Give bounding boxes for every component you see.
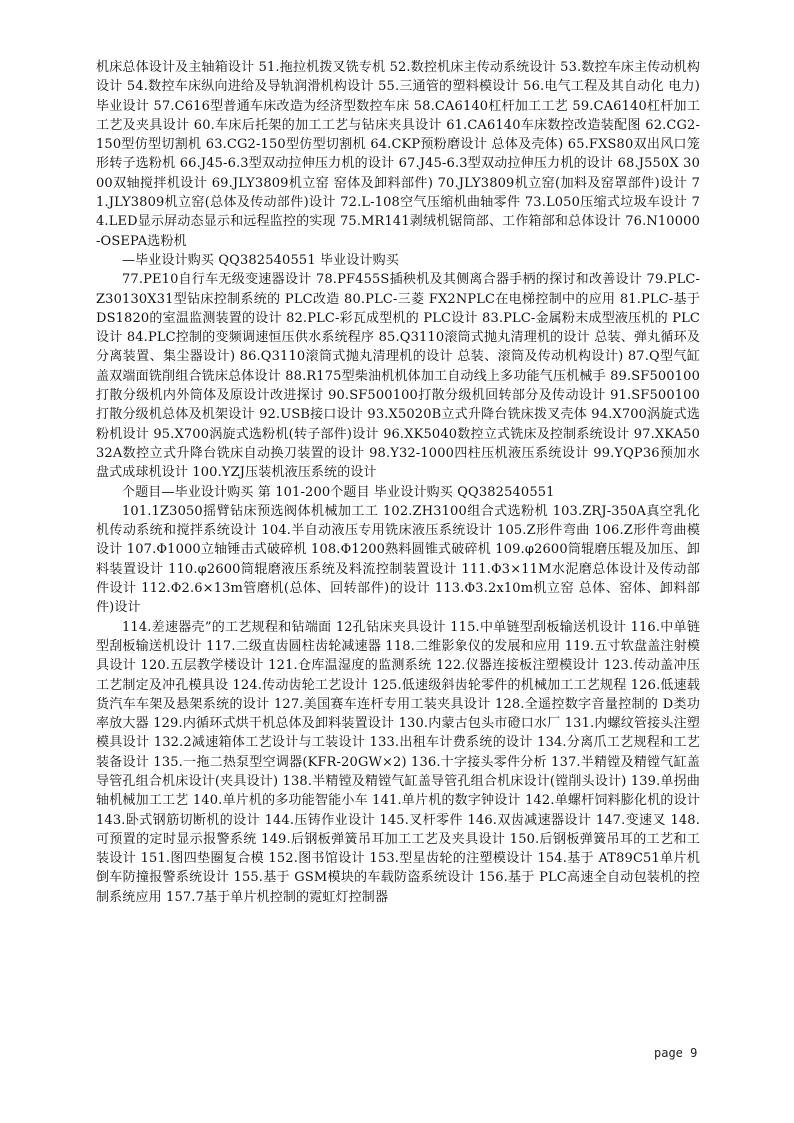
paragraph-purchase-note-1: —毕业设计购买 QQ382540551 毕业设计购买 <box>122 252 399 268</box>
paragraph-purchase-note-2: 个题目—毕业设计购买 第 101-200个题目 毕业设计购买 QQ382540551 <box>122 484 555 500</box>
page-number: page 9 <box>654 1046 698 1060</box>
paragraph-topic-list-114-157: 114.差速器壳”的工艺规程和钻端面 12孔钻床夹具设计 115.中单链型刮板输送机设计 116.中单链型刮板输送机设计 117.二级直齿圆柱齿轮减速器 118.二维影象仪的发展和应用 119.五寸软盘盖注射模具设计 120.五层教学楼设计 121.仓库温湿度的监测系统 122.仪器连接板注塑模设计 123.传动盖冲压工艺制定及冲孔模具设 124.传动齿轮工艺设计 125.低速级斜齿轮零件的机械加工工艺规程 126.低速载货汽车车架及悬架系统的设计 127.美国赛车连杆专用工装夹具设计 128.全遥控数字音量控制的 D类功率放大器 129.内循环式烘干机总体及卸料装置设计 130.内蒙古包头市磴口水厂 131.内螺纹管接头注塑模具设计 132.2减速箱体工艺设计与工装设计 133.出租车计费系统的设计 134.分离爪工艺规程和工艺装备设计 135.一拖二热泵型空调器(KFR-20GW×2) 136.十字接头零件分析 137.半精镗及精镗气缸盖导管孔组合机床设计(夹具设计) 138.半精镗及精镗气缸盖导管孔组合机床设计(镗削头设计) 139.单拐曲轴机械加工工艺 140.单片机的多功能智能小车 141.单片机的数字钟设计 142.单螺杆饲料膨化机的设计 143.卧式钢筋切断机的设计 144.压铸作业设计 145.叉杆零件 146.双齿减速器设计 147.变速叉 148.可预置的定时显示报警系统 149.后钢板弹簧吊耳加工工艺及夹具设计 150.后钢板弹簧吊耳的工艺和工装设计 151.图四垫圈复合模 152.图书馆设计 153.型星齿轮的注塑模设计 154.基于 AT89C51单片机倒车防撞报警系统设计 155.基于 GSM模块的车载防盗系统设计 156.基于 PLC高速全自动包装机的控制系统应用 157.7基于单片机控制的霓虹灯控制器 <box>96 619 700 905</box>
paragraph-topic-list-101-113: 101.1Z3050摇臂钻床预选阀体机械加工工 102.ZH3100组合式选粉机 103.ZRJ-350A真空乳化机传动系统和搅拌系统设计 104.半自动液压专用铣床液压系统设计 105.Z形件弯曲 106.Z形件弯曲模设计 107.Φ1000立轴锤击式破碎机 108.Φ1200熟料圆锥式破碎机 109.φ2600筒辊磨压辊及加压、卸料装置设计 110.φ2600筒辊磨液压系统及料流控制装置设计 111.Φ3×11M水泥磨总体设计及传动部件设计 112.Φ2.6×13m管磨机(总体、回转部件)的设计 113.Φ3.2x10m机立窑 总体、窑体、卸料部件)设计 <box>96 503 700 616</box>
paragraph-topic-list-51-76: 机床总体设计及主轴箱设计 51.拖拉机拨叉铣专机 52.数控机床主传动系统设计 53.数控车床主传动机构设计 54.数控车床纵向进给及导轨润滑机构设计 55.三通管的塑料模设计 56.电气工程及其自动化 电力)毕业设计 57.C616型普通车床改造为经济型数控车床 58.CA6140杠杆加工工艺 59.CA6140杠杆加工工艺及夹具设计 60.车床后托架的加工工艺与钻床夹具设计 61.CA6140车床数控改造装配图 62.CG2-150型仿型切割机 63.CG2-150型仿型切割机 64.CKP预粉磨设计 总体及壳体) 65.FXS80双出风口笼形转子选粉机 66.J45-6.3型双动拉伸压力机的设计 67.J45-6.3型双动拉伸压力机的设计 68.J550X 3000双轴搅拌机设计 69.JLY3809机立窑 窑体及卸料部件) 70.JLY3809机立窑(加料及窑罩部件)设计 71.JLY3809机立窑(总体及传动部件)设计 72.L-108空气压缩机曲轴零件 73.L050压缩式垃圾车设计 74.LED显示屏动态显示和远程监控的实现 75.MR141剥绒机锯筒部、工作箱部和总体设计 76.N10000-OSEPA选粉机 <box>96 60 700 249</box>
paragraph-topic-list-77-100: 77.PE10自行车无级变速器设计 78.PF455S插秧机及其侧离合器手柄的探讨和改善设计 79.PLC-Z30130X31型钻床控制系统的 PLC改造 80.PLC-三菱 FX2NPLC在电梯控制中的应用 81.PLC-基于 DS1820的室温监测装置的设计 82.PLC-彩瓦成型机的 PLC设计 83.PLC-金属粉末成型液压机的 PLC设计 84.PLC控制的变频调速恒压供水系统程序 85.Q3110滚筒式抛丸清理机的设计 总装、弹丸循环及分离装置、集尘器设计) 86.Q3110滚筒式抛丸清理机的设计 总装、滚筒及传动机构设计) 87.Q型气缸盖双端面铣削组合铣床总体设计 88.R175型柴油机机体加工自动线上多功能气压机械手 89.SF500100打散分级机内外筒体及原设计改进探讨 90.SF500100打散分级机回转部分及传动设计 91.SF500100打散分级机总体及机架设计 92.USB接口设计 93.X5020B立式升降台铣床拨叉壳体 94.X700涡旋式选粉机设计 95.X700涡旋式选粉机(转子部件)设计 96.XK5040数控立式铣床及控制系统设计 97.XKA5032A数控立式升降台铣床自动换刀装置的设计 98.Y32-1000四柱压机液压系统设计 99.YQP36预加水盘式成球机设计 100.YZJ压装机液压系统的设计 <box>96 272 700 481</box>
document-body <box>96 58 700 907</box>
